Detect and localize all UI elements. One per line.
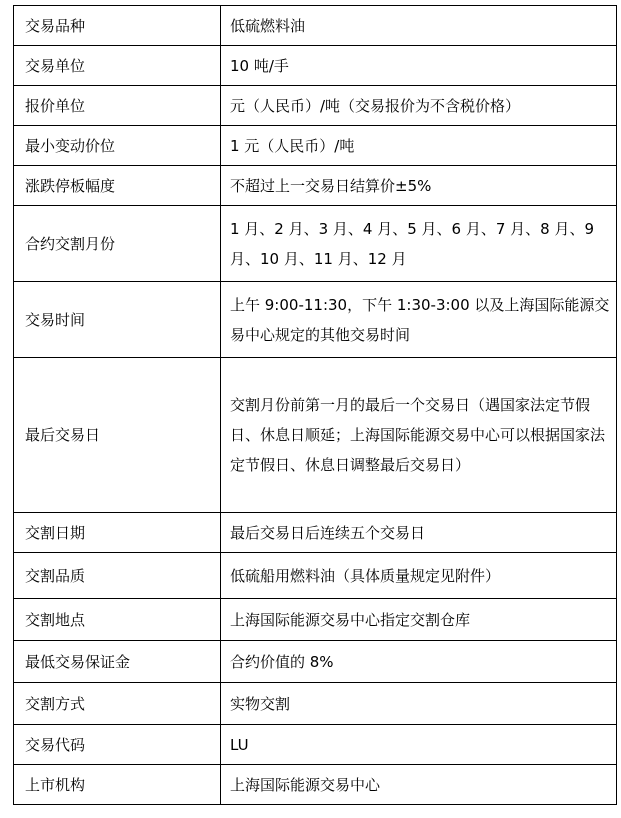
row-value: 元（人民币）/吨（交易报价为不含税价格） [221,86,617,126]
row-label: 交割日期 [14,513,221,553]
row-value: 合约价值的 8% [221,641,617,683]
table-row [14,166,617,206]
row-value: 上海国际能源交易中心指定交割仓库 [221,599,617,641]
table-row [14,282,617,358]
row-value: 10 吨/手 [221,46,617,86]
row-label: 交割品质 [14,553,221,599]
table-row [14,683,617,725]
row-label: 交割地点 [14,599,221,641]
contract-spec-table [13,5,617,805]
row-label: 交易时间 [14,282,221,358]
row-label: 交易品种 [14,6,221,46]
table-row [14,513,617,553]
row-label: 交易代码 [14,725,221,765]
table-row [14,86,617,126]
row-label: 报价单位 [14,86,221,126]
row-value: LU [221,725,617,765]
row-label: 交易单位 [14,46,221,86]
row-label: 最后交易日 [14,358,221,513]
row-value: 低硫船用燃料油（具体质量规定见附件） [221,553,617,599]
row-label: 涨跌停板幅度 [14,166,221,206]
table-row [14,599,617,641]
row-value: 不超过上一交易日结算价±5% [221,166,617,206]
row-value: 上海国际能源交易中心 [221,765,617,805]
table-row [14,126,617,166]
table-row [14,765,617,805]
table-row [14,206,617,282]
table-row [14,46,617,86]
table-row [14,725,617,765]
row-label: 合约交割月份 [14,206,221,282]
table-row [14,553,617,599]
row-value: 低硫燃料油 [221,6,617,46]
row-value: 实物交割 [221,683,617,725]
row-value: 1 元（人民币）/吨 [221,126,617,166]
contract-spec-body [14,6,617,805]
table-row [14,358,617,513]
row-label: 最小变动价位 [14,126,221,166]
row-label: 最低交易保证金 [14,641,221,683]
table-row [14,6,617,46]
row-label: 上市机构 [14,765,221,805]
row-value: 交割月份前第一月的最后一个交易日（遇国家法定节假日、休息日顺延；上海国际能源交易中心可以根据国家法定节假日、休息日调整最后交易日） [221,358,617,513]
row-label: 交割方式 [14,683,221,725]
row-value: 1 月、2 月、3 月、4 月、5 月、6 月、7 月、8 月、9 月、10 月、11 月、12 月 [221,206,617,282]
row-value: 最后交易日后连续五个交易日 [221,513,617,553]
table-row [14,641,617,683]
row-value: 上午 9:00-11:30，下午 1:30-3:00 以及上海国际能源交易中心规定的其他交易时间 [221,282,617,358]
